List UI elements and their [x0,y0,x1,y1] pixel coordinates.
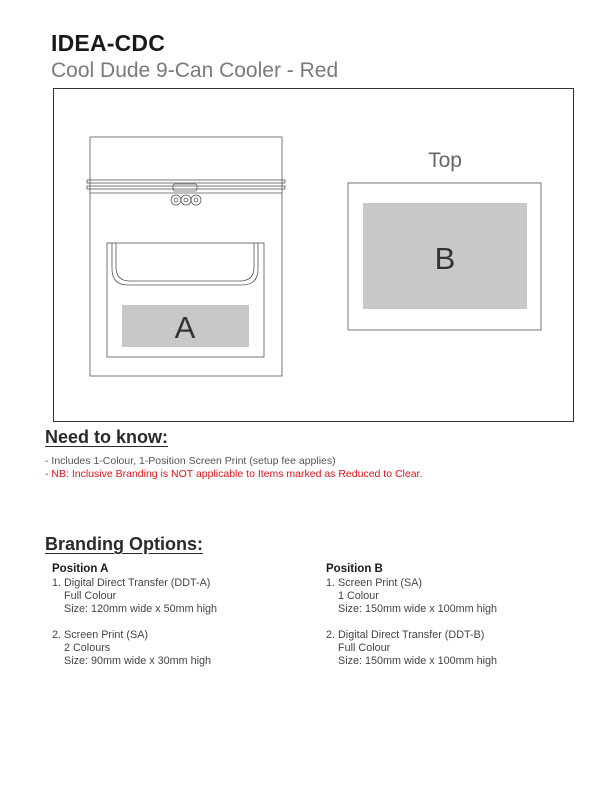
need-to-know-warning: - NB: Inclusive Branding is NOT applicable to Items marked as Reduced to Clear. [45,468,423,480]
option-colours: 2 Colours [64,642,111,654]
branding-option [52,577,217,616]
cooler-line-drawing [54,89,575,423]
option-size: Size: 90mm wide x 30mm high [64,655,212,667]
option-name: 1. Digital Direct Transfer (DDT-A) [52,577,211,589]
need-to-know-heading: Need to know: [45,427,169,447]
option-size: Size: 150mm wide x 100mm high [338,655,498,667]
option-size: Size: 120mm wide x 50mm high [64,603,218,615]
print-area-b-label: B [434,241,456,276]
product-name: Cool Dude 9-Can Cooler - Red [51,59,339,82]
position-b-column [326,563,497,668]
option-size: Size: 150mm wide x 100mm high [338,603,498,615]
option-name: 2. Digital Direct Transfer (DDT-B) [326,629,485,641]
position-a-column [52,563,217,668]
print-area-a-label: A [174,310,196,345]
option-colours: 1 Colour [338,590,379,602]
branding-option [326,629,497,668]
zipper-pull-icon [171,184,201,205]
need-to-know-line: - Includes 1-Colour, 1-Position Screen Print (setup fee applies) [45,455,336,467]
option-name: 2. Screen Print (SA) [52,629,149,641]
branding-option [326,577,497,616]
position-title: Position A [52,563,109,575]
branding-option [52,629,217,668]
option-colours: Full Colour [64,590,117,602]
product-code: IDEA-CDC [51,30,166,56]
zipper-track-top [87,180,285,183]
branding-options-heading: Branding Options: [45,534,203,554]
option-name: 1. Screen Print (SA) [326,577,423,589]
top-view-label: Top [428,149,462,172]
product-drawing-frame [53,88,574,422]
zipper-track-bottom [87,186,285,189]
position-title: Position B [326,563,383,575]
option-colours: Full Colour [338,642,391,654]
